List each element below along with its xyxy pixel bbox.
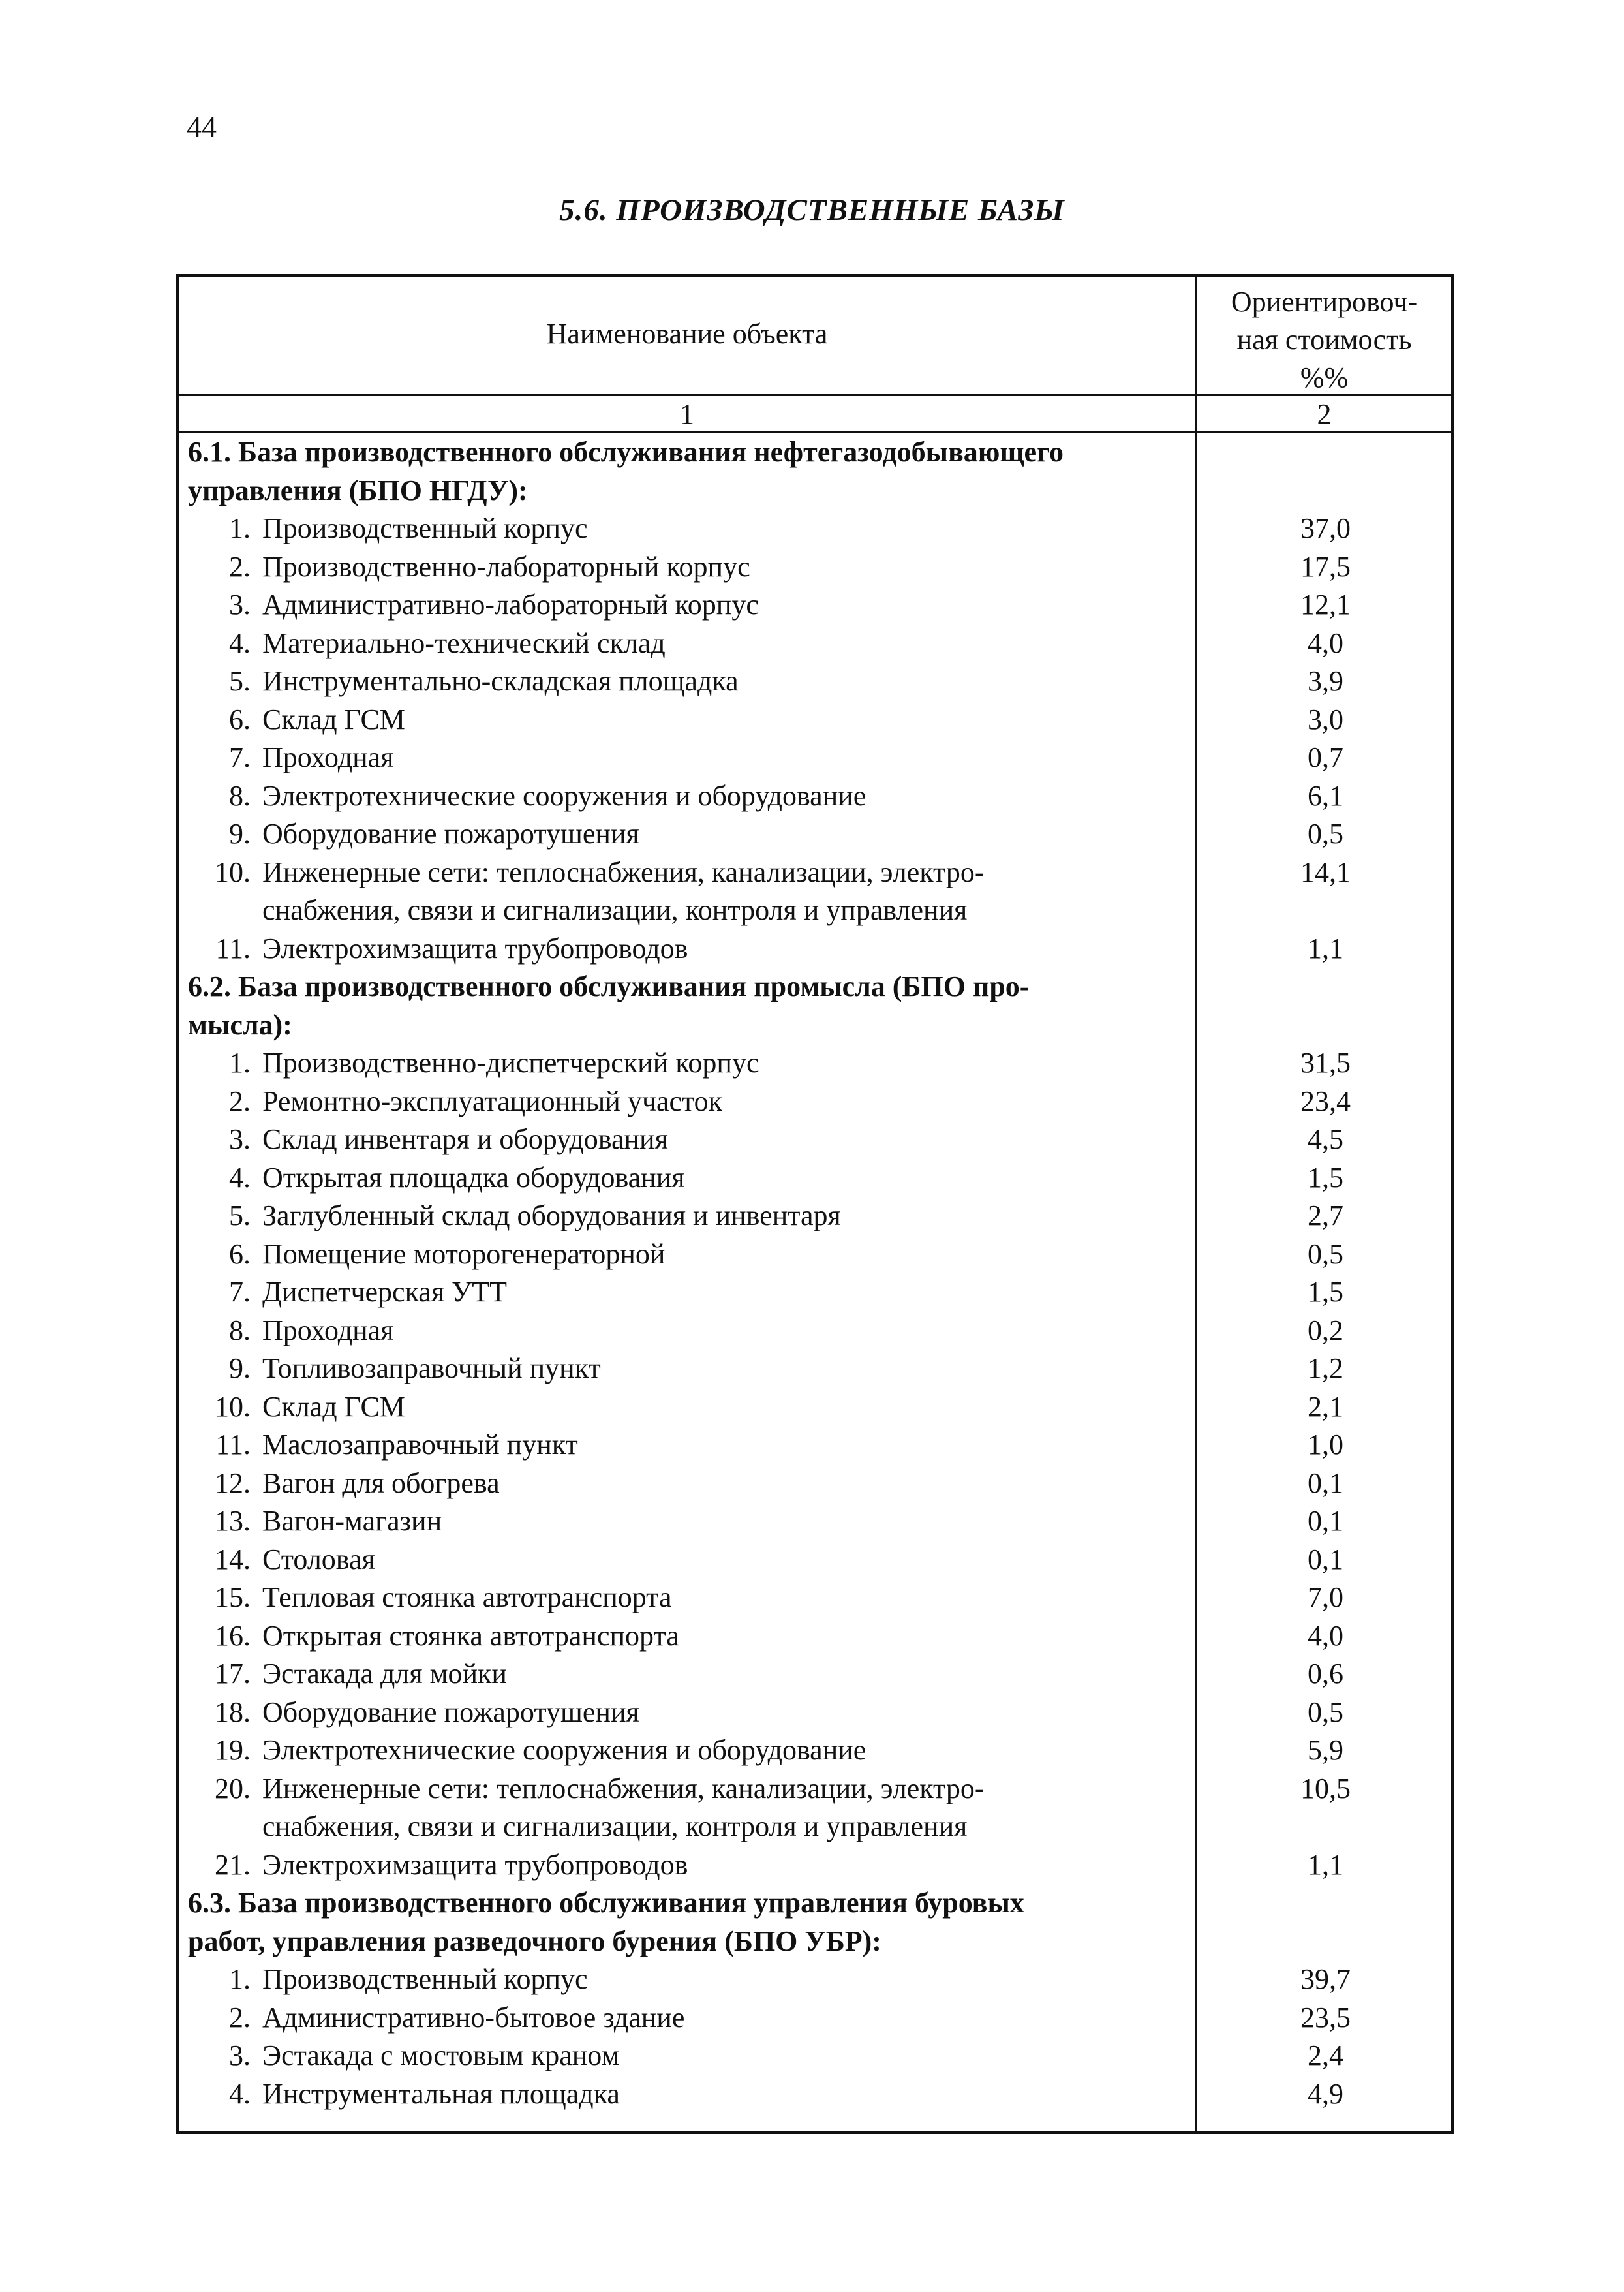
object-name: Электрохимзащита трубопроводов <box>262 932 688 965</box>
object-name: Административно-лабораторный корпус <box>262 589 759 621</box>
row-number: 20. <box>215 1772 251 1804</box>
table-row <box>179 586 1451 625</box>
row-number: 5. <box>229 665 251 697</box>
table-body <box>179 433 1451 2113</box>
object-name: Открытая стоянка автотранспорта <box>262 1619 679 1652</box>
section-heading: мысла): <box>188 1008 292 1041</box>
cost-value: 3,9 <box>1308 665 1343 697</box>
table-row <box>179 1235 1451 1274</box>
section-heading: 6.3. База производственного обслуживания управления буровых <box>188 1887 1024 1919</box>
object-name: Инженерные сети: теплоснабжения, канализации, электро- <box>262 856 985 888</box>
cost-value: 10,5 <box>1300 1772 1351 1804</box>
row-number: 4. <box>229 627 251 659</box>
cost-value: 1,1 <box>1308 932 1343 965</box>
row-number: 21. <box>215 1848 251 1881</box>
row-number: 11. <box>215 1429 251 1461</box>
row-number: 1. <box>229 1963 251 1995</box>
object-name: Склад инвентаря и оборудования <box>262 1123 668 1155</box>
row-number: 7. <box>229 741 251 773</box>
cost-value: 17,5 <box>1300 550 1351 583</box>
row-number: 10. <box>215 1390 251 1423</box>
cost-value: 0,7 <box>1308 741 1343 773</box>
table-row <box>179 1464 1451 1503</box>
table-row <box>179 548 1451 587</box>
table-row <box>179 815 1451 854</box>
cost-value: 0,6 <box>1308 1658 1343 1690</box>
object-name: Топливозаправочный пункт <box>262 1352 601 1384</box>
row-number: 8. <box>229 1314 251 1346</box>
row-number: 17. <box>215 1658 251 1690</box>
column-number-1: 1 <box>680 398 694 430</box>
table-row <box>179 1960 1451 1999</box>
cost-value: 1,5 <box>1308 1161 1343 1194</box>
table-row <box>179 2037 1451 2075</box>
row-number: 5. <box>229 1200 251 1231</box>
row-number: 16. <box>215 1619 251 1652</box>
page-number: 44 <box>187 110 217 144</box>
cost-value: 3,0 <box>1308 703 1343 736</box>
cost-value: 1,2 <box>1308 1352 1343 1384</box>
section-heading: управления (БПО НГДУ): <box>188 474 528 506</box>
row-number: 18. <box>215 1696 251 1728</box>
section-title: 5.6. ПРОИЗВОДСТВЕННЫЕ БАЗЫ <box>559 193 1065 227</box>
cost-value: 4,5 <box>1308 1123 1343 1155</box>
table-row <box>179 1617 1451 1656</box>
continuation-row <box>179 1808 1451 1846</box>
cost-value: 4,0 <box>1308 627 1343 659</box>
section-heading-row <box>179 968 1451 1006</box>
object-name: Маслозаправочный пункт <box>262 1429 578 1461</box>
cost-value: 7,0 <box>1308 1581 1343 1613</box>
row-number: 4. <box>229 2077 251 2110</box>
object-name: Инструментально-складская площадка <box>262 665 739 697</box>
table-row <box>179 1350 1451 1388</box>
cost-value: 4,9 <box>1308 2077 1343 2110</box>
section-heading-row <box>179 433 1451 472</box>
object-name: Склад ГСМ <box>262 703 405 736</box>
object-name: Эстакада для мойки <box>262 1658 507 1690</box>
object-name: Тепловая стоянка автотранспорта <box>262 1581 672 1613</box>
cost-value: 6,1 <box>1308 779 1343 812</box>
row-number: 19. <box>215 1734 251 1766</box>
cost-value: 23,5 <box>1300 2001 1351 2034</box>
row-number: 14. <box>215 1543 251 1575</box>
object-name: Электротехнические сооружения и оборудование <box>262 779 866 812</box>
table-row <box>179 1121 1451 1159</box>
cost-value: 0,1 <box>1308 1466 1343 1499</box>
continuation-row <box>179 891 1451 930</box>
cost-value: 1,1 <box>1308 1848 1343 1881</box>
table-row <box>179 701 1451 739</box>
section-heading-row <box>179 1006 1451 1045</box>
cost-value: 1,5 <box>1308 1276 1343 1308</box>
table-row <box>179 1579 1451 1617</box>
cost-value: 12,1 <box>1300 589 1351 621</box>
table-row <box>179 1197 1451 1235</box>
object-name: Вагон для обогрева <box>262 1466 500 1499</box>
cost-value: 23,4 <box>1300 1085 1351 1117</box>
object-name: Производственный корпус <box>262 1963 588 1995</box>
column-number-2: 2 <box>1317 398 1332 430</box>
table-row <box>179 510 1451 548</box>
row-number: 2. <box>229 1085 251 1117</box>
object-name: Проходная <box>262 1314 394 1346</box>
row-number: 11. <box>215 932 251 965</box>
table-row <box>179 1273 1451 1312</box>
table-row <box>179 1846 1451 1885</box>
section-heading-row <box>179 472 1451 510</box>
table-row <box>179 662 1451 701</box>
object-name: Оборудование пожаротушения <box>262 818 639 850</box>
table-row <box>179 1541 1451 1579</box>
object-name: Склад ГСМ <box>262 1390 405 1423</box>
object-name: Эстакада с мостовым краном <box>262 2039 620 2071</box>
table-row <box>179 1388 1451 1427</box>
cost-value: 2,7 <box>1308 1200 1343 1231</box>
row-number: 6. <box>229 703 251 736</box>
object-name: Материально-технический склад <box>262 627 666 659</box>
table-row <box>179 1502 1451 1541</box>
cost-value: 4,0 <box>1308 1619 1343 1652</box>
cost-value: 37,0 <box>1300 512 1351 544</box>
object-name: Электрохимзащита трубопроводов <box>262 1848 688 1881</box>
row-number: 9. <box>229 818 251 850</box>
cost-value: 0,2 <box>1308 1314 1343 1346</box>
column-number-row <box>179 396 1451 433</box>
row-number: 1. <box>229 1047 251 1079</box>
section-heading-row <box>179 1884 1451 1923</box>
row-number: 3. <box>229 2039 251 2071</box>
row-number: 9. <box>229 1352 251 1384</box>
object-name: Оборудование пожаротушения <box>262 1696 639 1728</box>
row-number: 13. <box>215 1505 251 1537</box>
table-row <box>179 1731 1451 1770</box>
row-number: 3. <box>229 589 251 621</box>
row-number: 4. <box>229 1161 251 1194</box>
table-row <box>179 2075 1451 2114</box>
header-cost-line: %% <box>1300 362 1349 394</box>
header-object-name: Наименование объекта <box>546 318 828 350</box>
cost-value: 0,5 <box>1308 1237 1343 1270</box>
table-header <box>179 277 1451 396</box>
row-number: 3. <box>229 1123 251 1155</box>
object-name: Ремонтно-эксплуатационный участок <box>262 1085 723 1117</box>
table-row <box>179 1159 1451 1198</box>
table-row <box>179 1655 1451 1694</box>
header-estimated-cost <box>1197 283 1451 397</box>
table-row <box>179 1999 1451 2037</box>
table-row <box>179 1426 1451 1464</box>
table-row <box>179 930 1451 968</box>
section-heading: 6.2. База производственного обслуживания промысла (БПО про- <box>188 970 1030 1002</box>
object-name: Вагон-магазин <box>262 1505 442 1537</box>
object-name: Открытая площадка оборудования <box>262 1161 685 1194</box>
table-row <box>179 1312 1451 1350</box>
table-row <box>179 777 1451 816</box>
object-name: Инженерные сети: теплоснабжения, канализации, электро- <box>262 1772 985 1804</box>
row-number: 8. <box>229 779 251 812</box>
cost-value: 0,1 <box>1308 1543 1343 1575</box>
object-name: Диспетчерская УТТ <box>262 1276 507 1308</box>
cost-value: 0,5 <box>1308 1696 1343 1728</box>
table-row <box>179 739 1451 777</box>
cost-value: 2,4 <box>1308 2039 1343 2071</box>
header-cost-line: ная стоимость <box>1236 324 1412 356</box>
row-number: 15. <box>215 1581 251 1613</box>
cost-table <box>176 274 1454 2134</box>
object-name: снабжения, связи и сигнализации, контроля и управления <box>262 1810 968 1842</box>
section-heading-row <box>179 1923 1451 1961</box>
object-name: Заглубленный склад оборудования и инвентаря <box>262 1200 841 1231</box>
cost-value: 39,7 <box>1300 1963 1351 1995</box>
table-row <box>179 625 1451 663</box>
object-name: снабжения, связи и сигнализации, контроля и управления <box>262 894 968 926</box>
row-number: 2. <box>229 2001 251 2034</box>
section-heading: работ, управления разведочного бурения (БПО УБР): <box>188 1925 881 1957</box>
object-name: Административно-бытовое здание <box>262 2001 685 2034</box>
object-name: Инструментальная площадка <box>262 2077 620 2110</box>
table-row <box>179 1694 1451 1732</box>
cost-value: 2,1 <box>1308 1390 1343 1423</box>
row-number: 2. <box>229 550 251 583</box>
object-name: Производственно-лабораторный корпус <box>262 550 750 583</box>
row-number: 6. <box>229 1237 251 1270</box>
cost-value: 0,5 <box>1308 818 1343 850</box>
cost-value: 1,0 <box>1308 1429 1343 1461</box>
row-number: 1. <box>229 512 251 544</box>
table-row <box>179 854 1451 892</box>
cost-value: 0,1 <box>1308 1505 1343 1537</box>
row-number: 7. <box>229 1276 251 1308</box>
object-name: Помещение моторогенераторной <box>262 1237 666 1270</box>
row-number: 10. <box>215 856 251 888</box>
object-name: Проходная <box>262 741 394 773</box>
object-name: Производственно-диспетчерский корпус <box>262 1047 759 1079</box>
cost-value: 31,5 <box>1300 1047 1351 1079</box>
cost-value: 5,9 <box>1308 1734 1343 1766</box>
object-name: Столовая <box>262 1543 375 1575</box>
table-row <box>179 1083 1451 1121</box>
object-name: Электротехнические сооружения и оборудование <box>262 1734 866 1766</box>
section-heading: 6.1. База производственного обслуживания нефтегазодобывающего <box>188 436 1064 468</box>
table-row <box>179 1770 1451 1808</box>
row-number: 12. <box>215 1466 251 1499</box>
cost-value: 14,1 <box>1300 856 1351 888</box>
object-name: Производственный корпус <box>262 512 588 544</box>
header-cost-line: Ориентировоч- <box>1231 286 1418 318</box>
table-row <box>179 1044 1451 1083</box>
